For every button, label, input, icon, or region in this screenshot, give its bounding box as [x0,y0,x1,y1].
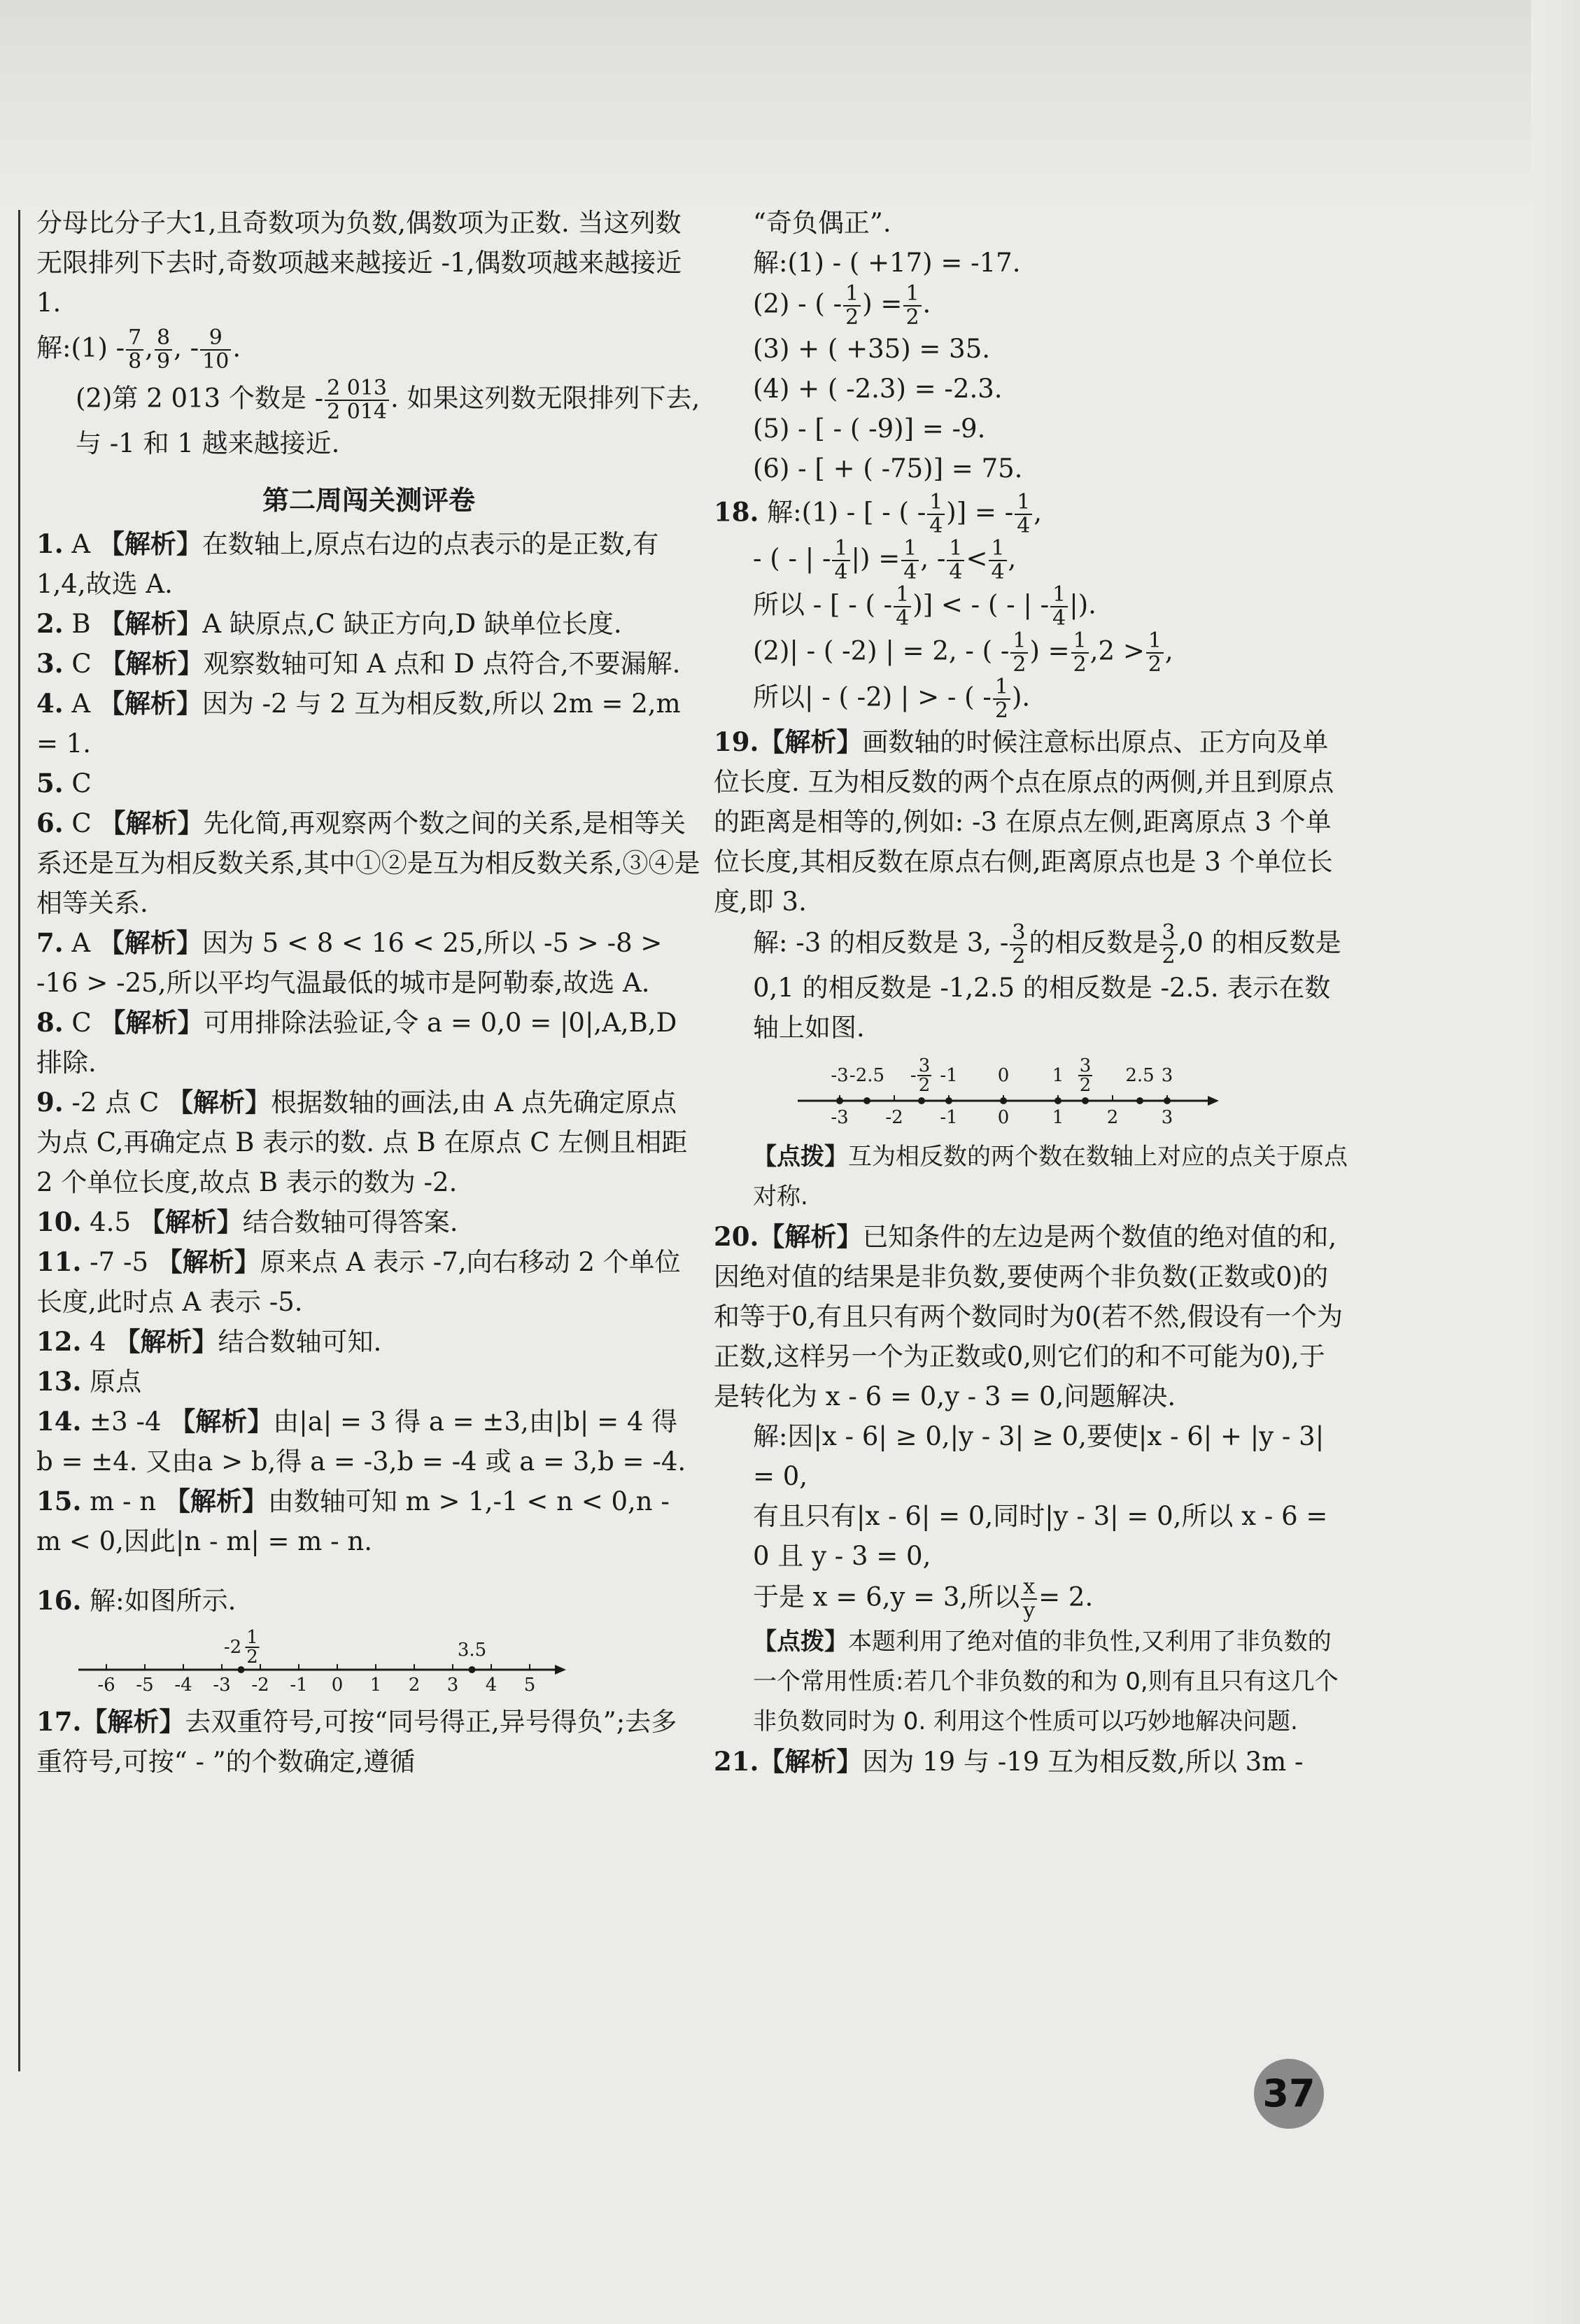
q19-note: 【点拨】互为相反数的两个数在数轴上对应的点关于原点对称. [753,1143,1348,1211]
point-marker [1164,1097,1171,1104]
margin-rule [18,210,20,2071]
scan-shadow-top [0,0,1580,210]
point-marker [918,1097,925,1104]
point-marker [1000,1097,1007,1104]
tick-label: 2 [408,1675,421,1696]
fraction: $\frac{1}{2}$ [1071,630,1089,676]
point-label-denominator: 2 [1079,1075,1092,1096]
fraction: $\frac{1}{4}$ [947,537,964,584]
fraction: $\frac{3}{2}$ [1010,922,1027,968]
arrow-head-icon [555,1665,566,1675]
tick-label: -2 [251,1675,269,1696]
tick-label: 4 [485,1675,498,1696]
fraction: $\frac{1}{2}$ [993,676,1010,722]
answer-item: 9. -2 点 C 【解析】根据数轴的画法,由 A 点先确定原点为点 C,再确定点 B 表示的数. 点 B 在原点 C 左侧且相距 2 个单位长度,故点 B 表示的数为 -2. [36,1087,688,1197]
solution-2: (2)第 2 013 个数是 - $\frac{2 013}{2 014}$ . 如果这列数无限排列下去,与 -1 和 1 越来越接近. [76,376,700,458]
answer-item-19: 19.【解析】画数轴的时候注意标出原点、正方向及单位长度. 互为相反数的两个点在原点的两侧,并且到原点的距离是相等的,例如: -3 在原点左侧,距离原点 3 个单位长度,其相反数在原点右侧,距离原点也是 3 个单位长度,即 3. [714,726,1334,917]
point-marker [1082,1097,1089,1104]
tick-label: -3 [831,1107,849,1128]
tick-label: -5 [136,1675,154,1696]
page-number: 37 [1254,2059,1324,2129]
fraction: $\frac{1}{4}$ [832,537,849,584]
q19-solution: 解: -3 的相反数是 3, - $\frac{3}{2}$ 的相反数是 $\frac{3}{2}$ ,0 的相反数是 0,1 的相反数是 -1,2.5 的相反数是 -2.5. 表示在数轴上如图. [753,920,1341,1043]
tick-label: 3 [446,1675,459,1696]
point-marker [1054,1097,1061,1104]
fraction: $\frac{8}{9}$ [155,327,172,373]
fraction: $\frac{1}{4}$ [901,537,919,584]
solution-1: 解:(1) - $\frac{7}{8}$ , $\frac{8}{9}$ , - $\frac{9}{10}$ . [36,325,241,374]
answer-item-17: 17.【解析】去双重符号,可按“同号得正,异号得负”;去多重符号,可按“ - ”的个数确定,遵循 [36,1706,677,1777]
point-marker [945,1097,952,1104]
tick-label: -3 [213,1675,231,1696]
fraction: $\frac{1}{2}$ [843,283,861,329]
point-label: 3 [1161,1065,1173,1086]
fraction: $\frac{x}{y}$ [1021,1576,1037,1622]
q18-step: - ( - | - $\frac{1}{4}$ |) = $\frac{1}{4}$ , - $\frac{1}{4}$ < $\frac{1}{4}$ , [753,536,1017,584]
q17-continued: “奇负偶正”. [753,208,891,238]
answer-item-16: 16. 解:如图所示. [36,1585,237,1616]
answer-item: 4. A 【解析】因为 -2 与 2 互为相反数,所以 2m = 2,m = 1. [36,688,681,759]
fraction: $\frac{7}{8}$ [126,327,143,373]
answer-item: 12. 4 【解析】结合数轴可知. [36,1326,382,1357]
point-label-numerator: 3 [918,1055,931,1076]
answer-item: 15. m - n 【解析】由数轴可知 m > 1,-1 < n < 0,n - m < 0,因此|n - m| = m - n. [36,1486,670,1556]
answer-item: 5. C [36,768,92,798]
q20-step: 于是 x = 6,y = 3,所以 $\frac{x}{y}$ = 2. [753,1575,1094,1623]
answer-item: 10. 4.5 【解析】结合数轴可得答案. [36,1206,458,1237]
point-marker [836,1097,843,1104]
answer-item-21: 21.【解析】因为 19 与 -19 互为相反数,所以 3m - [714,1746,1304,1777]
point-marker [1136,1097,1143,1104]
point-label-denominator: 2 [246,1647,258,1668]
answer-item: 3. C 【解析】观察数轴可知 A 点和 D 点符合,不要漏解. [36,648,681,679]
tick-label: -2 [885,1107,903,1128]
point-label: 1 [1052,1065,1064,1086]
point-label: -3 [831,1065,849,1086]
point-label: -2 [223,1637,242,1658]
point-label: 0 [997,1065,1010,1086]
point-label: -2.5 [849,1065,885,1086]
point-label: 2.5 [1125,1065,1155,1086]
tick-label: 0 [331,1675,344,1696]
answer-item: 11. -7 -5 【解析】原来点 A 表示 -7,向右移动 2 个单位长度,此时点 A 表示 -5. [36,1246,681,1317]
fraction: $\frac{1}{4}$ [894,584,911,630]
point-label: - [910,1065,917,1086]
point-label-denominator: 2 [918,1075,931,1096]
right-column [714,203,1350,1782]
tick-label: 0 [997,1107,1010,1128]
q20-step: 解:因|x - 6| ≥ 0,|y - 3| ≥ 0,要使|x - 6| + |y - 3| = 0, [753,1421,1325,1491]
answer-item: 2. B 【解析】A 缺原点,C 缺正方向,D 缺单位长度. [36,608,622,639]
q17-step: (3) + ( +35) = 35. [753,334,991,364]
number-line-16 [64,1621,694,1698]
fraction: $\frac{1}{4}$ [927,491,945,537]
q17-step: (6) - [ + ( -75)] = 75. [753,453,1023,484]
q17-step: (2) - ( - $\frac{1}{2}$ ) = $\frac{1}{2}$ . [753,281,931,330]
arrow-head-icon [1208,1096,1219,1106]
fraction: $\frac{9}{10}$ [200,327,231,373]
q18-step: 所以| - ( -2) | > - ( - $\frac{1}{2}$ ). [753,675,1031,723]
fraction: $\frac{1}{4}$ [989,537,1006,584]
point-marker [863,1097,870,1104]
answer-item: 6. C 【解析】先化简,再观察两个数之间的关系,是相等关系还是互为相反数关系,其中①②是互为相反数关系,③④是相等关系. [36,808,700,918]
answer-item: 1. A 【解析】在数轴上,原点右边的点表示的是正数,有1,4,故选 A. [36,528,659,599]
scan-shadow-right [1531,0,1580,2324]
tick-label: 1 [369,1675,382,1696]
point-label: 3.5 [457,1640,487,1661]
tick-label: 2 [1106,1107,1119,1128]
number-line-19 [791,1050,1281,1134]
tick-label: 5 [523,1675,536,1696]
tick-label: 3 [1161,1107,1173,1128]
answer-item-18: 18. 解:(1) - [ - ( - $\frac{1}{4}$ )] = - $\frac{1}{4}$ , [714,490,1043,538]
point-label-numerator: 3 [1079,1055,1092,1076]
q18-step: (2)| - ( -2) | = 2, - ( - $\frac{1}{2}$ ) = $\frac{1}{2}$ ,2 > $\frac{1}{2}$ , [753,628,1173,677]
fraction: $\frac{1}{4}$ [1050,584,1068,630]
q18-step: 所以 - [ - ( - $\frac{1}{4}$ )] < - ( - | - $\frac{1}{4}$ |). [753,582,1096,631]
q20-note: 【点拨】本题利用了绝对值的非负性,又利用了非负数的一个常用性质:若几个非负数的和为 0,则有且只有这几个非负数同时为 0. 利用这个性质可以巧妙地解决问题. [753,1628,1339,1735]
intro-text: 分母比分子大1,且奇数项为负数,偶数项为正数. 当这列数无限排列下去时,奇数项越来越接近 -1,偶数项越来越接近1. [36,208,682,318]
fraction: $\frac{1}{2}$ [1010,630,1028,676]
tick-label: 1 [1052,1107,1064,1128]
tick-label: -1 [940,1107,958,1128]
q17-step: 解:(1) - ( +17) = -17. [753,248,1021,278]
fraction: $\frac{1}{2}$ [903,283,921,329]
point-label: -1 [940,1065,958,1086]
fraction: $\frac{3}{2}$ [1159,922,1177,968]
point-marker [238,1666,245,1673]
left-column [36,203,701,1782]
answer-item: 14. ±3 -4 【解析】由|a| = 3 得 a = ±3,由|b| = 4 得 b = ±4. 又由a > b,得 a = -3,b = -4 或 a = 3,b = -4. [36,1406,686,1477]
point-marker [469,1666,476,1673]
fraction: $\frac{1}{4}$ [1015,491,1032,537]
tick-label: -6 [97,1675,115,1696]
fraction: $\frac{2 013}{2 014}$ [325,377,389,423]
q17-step: (5) - [ - ( -9)] = -9. [753,414,986,444]
answer-item: 13. 原点 [36,1366,142,1397]
point-label-numerator: 1 [246,1627,258,1648]
answer-item: 7. A 【解析】因为 5 < 8 < 16 < 25,所以 -5 > -8 > -16 > -25,所以平均气温最低的城市是阿勒泰,故选 A. [36,927,663,998]
q20-step: 有且只有|x - 6| = 0,同时|y - 3| = 0,所以 x - 6 = 0 且 y - 3 = 0, [753,1501,1328,1571]
answer-item: 8. C 【解析】可用排除法验证,令 a = 0,0 = |0|,A,B,D 排除. [36,1007,677,1078]
section-title: 第二周闯关测评卷 [262,484,475,516]
answer-list [36,524,701,1561]
q17-step: (4) + ( -2.3) = -2.3. [753,374,1003,404]
tick-label: -4 [174,1675,192,1696]
tick-label: -1 [290,1675,308,1696]
answer-item-20: 20.【解析】已知条件的左边是两个数值的绝对值的和,因绝对值的结果是非负数,要使两个非负数(正数或0)的和等于0,有且只有两个数同时为0(若不然,假设有一个为正数,这样另一个为正数或0,则它们的和不可能为0),于是转化为 x - 6 = 0,y - 3 = 0,问题解决. [714,1221,1343,1411]
fraction: $\frac{1}{2}$ [1146,630,1164,676]
